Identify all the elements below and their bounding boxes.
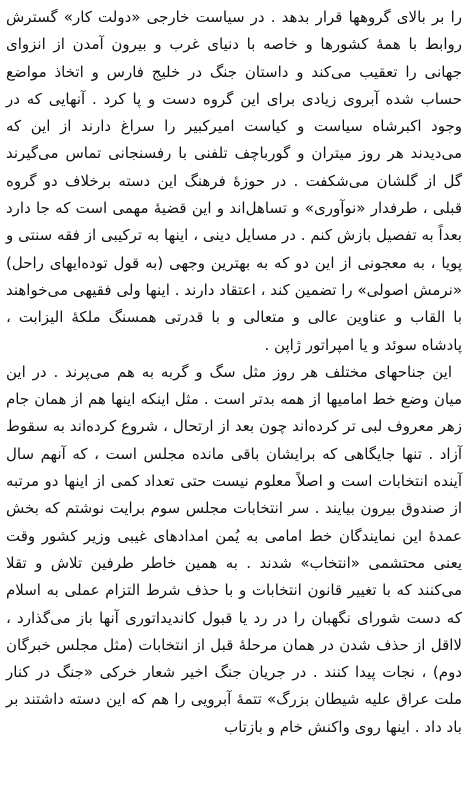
paragraph-1: را بر بالای گروهها قرار بدهد . در سیاست خارجی «دولت کار» گسترش روابط با همهٔ کشورها و خاصه با دنیای غرب و بیرون آمدن از انزوای جهانی را تعقیب می‌کند و داستان جنگ در خلیج فارس و اتخاذ مواضع حساب شده آبروی زیادی برای این گروه دست و پا کرد . آنهایی که در وجود اکبرشاه سیاست و کیاست امیرکبیر را سراغ دارند از این که می‌دیدند هر روز میتران و گورباچف تلفنی با رفسنجانی تماس می‌گیرند گل از گلشان می‌شکفت . در حوزهٔ فرهنگ این دسته برخلاف دو گروه قبلی ، طرفدار «نوآوری» و تساهل‌اند و این قضیهٔ مهمی است که جا دارد بعداً به تفصیل بازش کنم . در مسایل دینی ، اینها به ترکیبی از فقه سنتی و پویا ، به معجونی از این دو که به بهترین وجهی (به قول توده‌ایهای راحل) «نرمش اصولی» را تضمین کند ، اعتقاد دارند . اینها ولی فقیهی می‌خواهند با القاب و عناوین عالی و متعالی و با قدرتی همسنگ ملکهٔ الیزابت ، پادشاه سوئد و یا امپراتور ژاپن . [6,8,462,354]
paragraph-2: این جناحهای مختلف هر روز مثل سگ و گربه به هم می‌پرند . در این میان وضع خط امامیها از همه بدتر است . مثل اینکه اینها هم از همان جام زهر معروف لبی تر کرده‌اند چون بعد از ارتحال ، شروع کرده‌اند به سقوط آزاد . تنها جایگاهی که برایشان باقی مانده مجلس است ، که آنهم سال آینده انتخابات است و اصلاً معلوم نیست حتی تعداد کمی از اینها دو مرتبه از صندوق بیرون بیایند . سر انتخابات مجلس سوم برایت نوشتم که بخش عمدهٔ این نمایندگان خط امامی به یُمن امدادهای غیبی وزیر کشور وقت یعنی محتشمی «انتخاب» شدند . به همین خاطر طرفین تلاش و تقلا می‌کنند که با تغییر قانون انتخابات و با حذف شرط التزام عملی به اسلام که دست شورای نگهبان را در رد یا قبول کاندیداتوری آنها باز می‌گذارد ، لااقل از حذف شدن در همان مرحلهٔ قبل از انتخابات (مثل مجلس خبرگان دوم) ، نجات پیدا کنند . در جریان جنگ اخیر شعار خرکی «جنگ در کنار ملت عراق علیه شیطان بزرگ» تتمهٔ آبرویی را هم که این دسته داشتند بر باد داد . اینها روی واکنش خام و بازتاب [6,362,462,736]
